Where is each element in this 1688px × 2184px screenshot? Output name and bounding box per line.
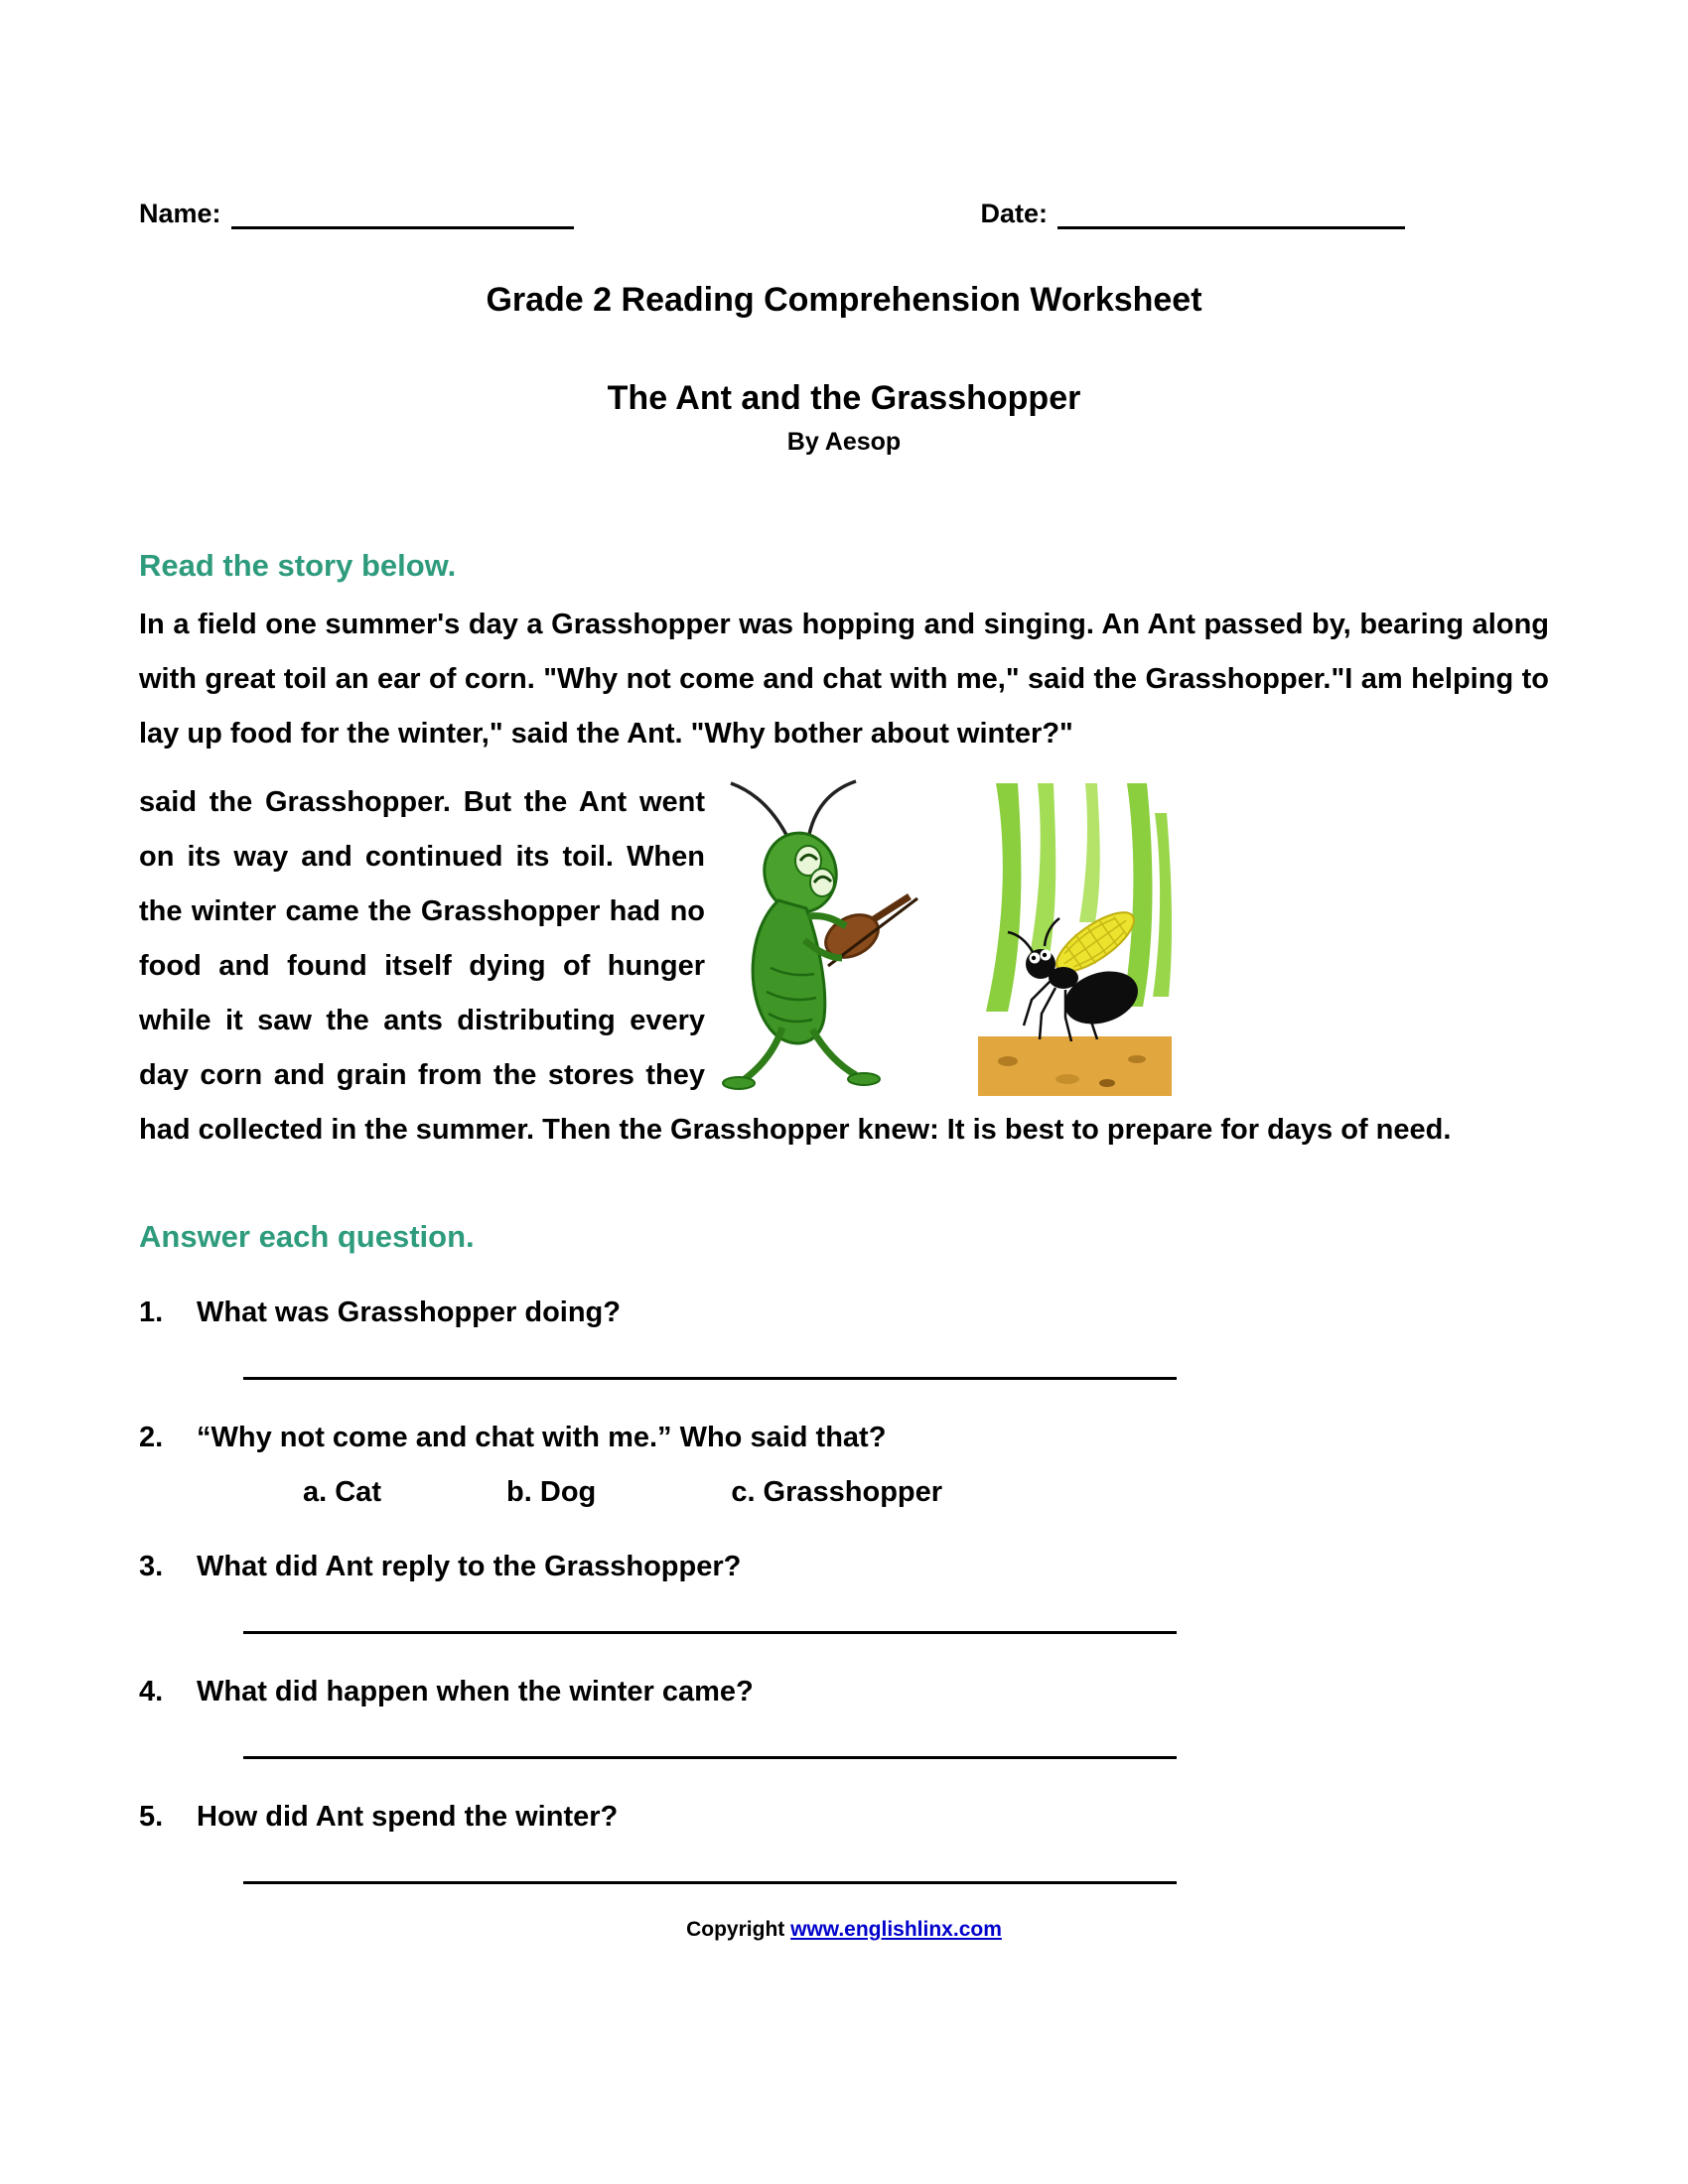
story-illustrations bbox=[705, 769, 1549, 1097]
byline: By Aesop bbox=[786, 428, 902, 456]
answer-line-3 bbox=[243, 1631, 1177, 1634]
question-3-text: What did Ant reply to the Grasshopper? bbox=[197, 1551, 742, 1582]
story-title: The Ant and the Grasshopper bbox=[607, 379, 1081, 417]
name-blank-line bbox=[231, 203, 574, 229]
question-2 bbox=[139, 1422, 1549, 1454]
option-c: c. Grasshopper bbox=[731, 1476, 943, 1508]
date-field bbox=[980, 199, 1405, 229]
grasshopper-playing-violin-icon bbox=[705, 769, 933, 1097]
question-2-options bbox=[303, 1476, 1549, 1509]
question-3 bbox=[139, 1551, 1549, 1583]
name-label: Name: bbox=[139, 199, 221, 228]
question-5-text: How did Ant spend the winter? bbox=[197, 1801, 619, 1833]
footer bbox=[139, 1918, 1549, 1942]
question-1-text: What was Grasshopper doing? bbox=[197, 1297, 621, 1328]
ant-illustration bbox=[978, 783, 1172, 1101]
question-1 bbox=[139, 1297, 1549, 1329]
question-5 bbox=[139, 1801, 1549, 1834]
name-field bbox=[139, 199, 574, 229]
questions-heading: Answer each question. bbox=[139, 1219, 475, 1254]
grasshopper-illustration bbox=[705, 769, 933, 1102]
question-1-number: 1. bbox=[139, 1297, 164, 1328]
story-paragraph-2: said the Grasshopper. But the Ant went on its way and continued its toil. When the winter came the Grasshopper had no food and found itself dying of hunger while it saw the ants distributing every day corn and grain from the stores they had collected in the summer. Then the Grasshopper knew: It is best to prepare for days of need. bbox=[139, 786, 1452, 1146]
answer-line-4 bbox=[243, 1756, 1177, 1759]
story-heading: Read the story below. bbox=[139, 548, 457, 583]
copyright-label: Copyright bbox=[686, 1918, 791, 1941]
question-2-number: 2. bbox=[139, 1422, 164, 1453]
date-blank-line bbox=[1057, 203, 1405, 229]
story-body bbox=[139, 598, 1549, 1158]
answer-line-1 bbox=[243, 1377, 1177, 1380]
ant-carrying-corn-icon bbox=[978, 783, 1172, 1096]
question-3-number: 3. bbox=[139, 1551, 164, 1582]
question-2-text: “Why not come and chat with me.” Who said that? bbox=[197, 1422, 887, 1453]
header bbox=[139, 199, 1549, 229]
story-paragraph-1: In a field one summer's day a Grasshopper was hopping and singing. An Ant passed by, bearing along with great toil an ear of corn. "Why not come and chat with me," said the Grasshopper."I am helping to lay up food for the winter," said the Ant. "Why bother about winter?" bbox=[139, 609, 1549, 750]
option-b: b. Dog bbox=[506, 1476, 597, 1508]
question-4 bbox=[139, 1676, 1549, 1708]
question-5-number: 5. bbox=[139, 1801, 164, 1833]
copyright-link[interactable]: www.englishlinx.com bbox=[790, 1918, 1002, 1941]
option-a: a. Cat bbox=[303, 1476, 381, 1508]
question-4-number: 4. bbox=[139, 1676, 164, 1707]
answer-line-5 bbox=[243, 1881, 1177, 1884]
date-label: Date: bbox=[980, 199, 1048, 228]
question-4-text: What did happen when the winter came? bbox=[197, 1676, 754, 1707]
worksheet-title: Grade 2 Reading Comprehension Worksheet bbox=[486, 281, 1202, 319]
